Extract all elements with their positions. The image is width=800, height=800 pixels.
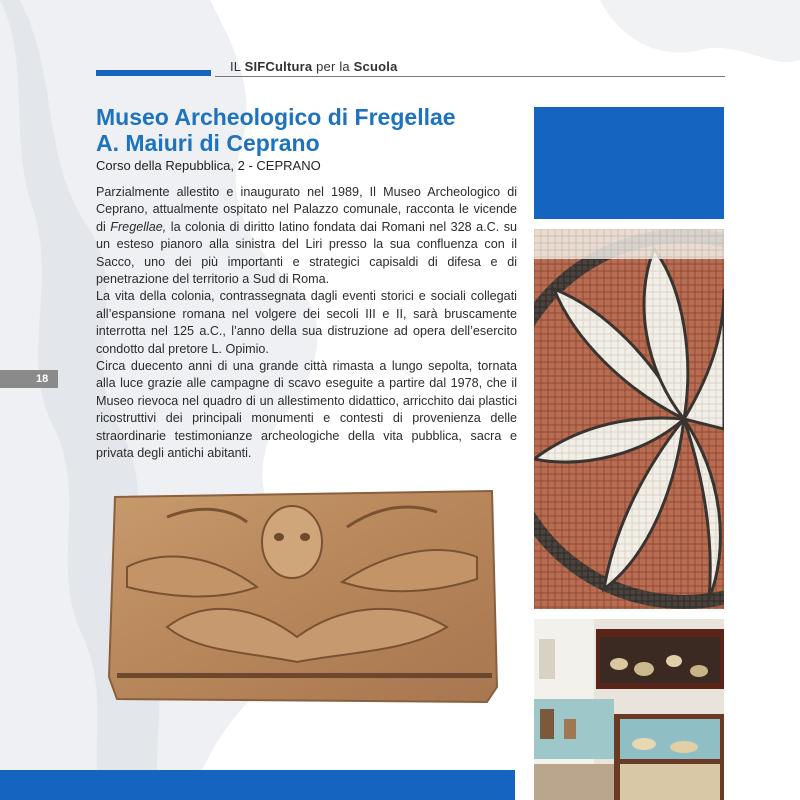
title-line-2: A. Maiuri di Ceprano (96, 130, 320, 156)
museum-showcase-photo (534, 619, 724, 800)
terracotta-relief-photo (107, 487, 499, 705)
paragraph-2: La vita della colonia, contrassegnata dagli eventi storici e sociali collegati all’espansione romana nel volgere dei secoli III e II, sarà bruscamente interrotta nel 125 a.C., l’anno della sua distruzione ad opera dell’esercito condotto dal pretore L. Opimio. (96, 289, 517, 356)
header-prefix: IL (230, 59, 241, 74)
paragraph-1-italic: Fregellae, (110, 219, 167, 234)
footer-accent-bar (0, 770, 515, 800)
paragraph-1-end: la colonia di diritto latino fondata dai Romani nel 328 a.C. su un esteso pianoro alla sinistra del Liri presso la sua confluenza con il Sacco, uno dei più importanti e strategici capisaldi di difesa e di penetrazione del territorio a Sud di Roma. (96, 219, 517, 287)
mosaic-floor-photo (534, 229, 724, 609)
museum-address: Corso della Repubblica, 2 - CEPRANO (96, 158, 321, 173)
header-section: Scuola (353, 59, 398, 74)
header-divider (215, 76, 725, 77)
header-accent-bar (96, 70, 211, 76)
header-middle: per la (316, 59, 350, 74)
page-number-tab (0, 370, 58, 388)
article-body (96, 184, 517, 463)
decorative-blue-block (534, 107, 724, 219)
header-brand: SIFCultura (244, 59, 313, 74)
paragraph-3: Circa duecento anni di una grande città rimasta a lungo sepolta, tornata alla luce grazie alle campagne di scavo eseguite a partire dal 1978, che il Museo rievoca nel quadro di un allestimento didattico, arricchito dai plastici ricostruttivi dei principali monumenti e contesti di provenienza delle straordinarie testimonianze archeologiche della vita pubblica, sacra e privata degli antichi abitanti. (96, 359, 517, 461)
page-number: 18 (36, 373, 49, 385)
page-title (96, 104, 516, 156)
paragraph-1-start: Parzialmente allestito e inaugurato nel 1989, Il Museo Archeologico di Ceprano, attualmente ospitato nel Palazzo comunale, racconta le vicende di (96, 185, 517, 234)
title-line-1: Museo Archeologico di Fregellae (96, 104, 456, 130)
running-header (230, 59, 398, 74)
paragraph-1 (96, 184, 517, 288)
